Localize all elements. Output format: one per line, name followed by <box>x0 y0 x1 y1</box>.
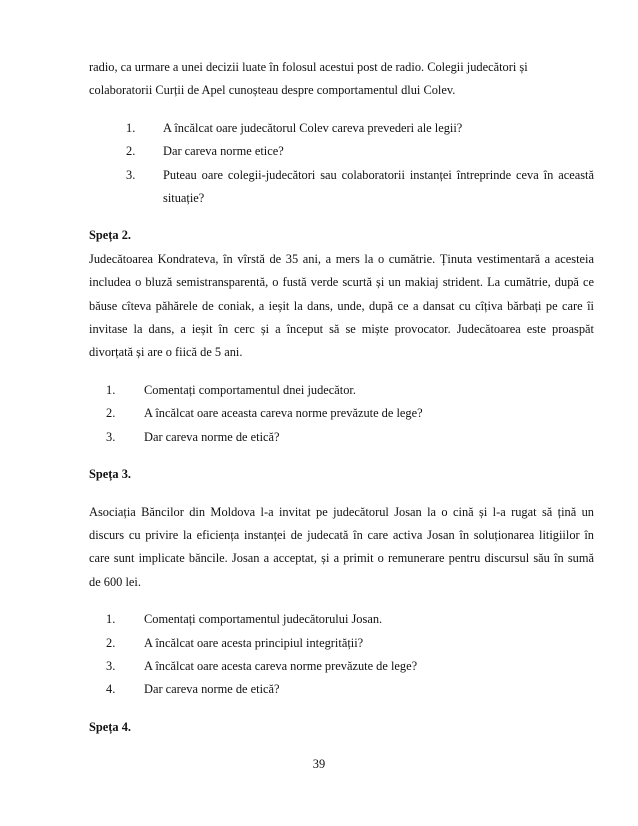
paragraph-line: divorțată și are o fiică de 5 ani. <box>89 345 243 360</box>
list-number: 2. <box>126 144 136 159</box>
list-item <box>126 164 594 211</box>
list-number: 2. <box>106 635 116 650</box>
list-item <box>106 655 594 678</box>
intro-line: radio, ca urmare a unei decizii luate în folosul acestui post de radio. Colegii judecători și <box>89 60 528 74</box>
list-text: situație? <box>163 191 205 206</box>
paragraph-line: invitase la dans, a ieșit în cerc și a început să se miște provocator. Judecătoarea este proaspăt <box>89 322 594 337</box>
speta-3-paragraph <box>89 501 594 595</box>
list-item <box>126 117 594 140</box>
list-number: 3. <box>126 167 136 182</box>
question-list-1 <box>126 117 594 211</box>
list-text: Dar careva norme de etică? <box>144 429 280 444</box>
paragraph-line: de 600 lei. <box>89 574 141 589</box>
list-text: A încălcat oare acesta careva norme prevăzute de lege? <box>144 658 418 673</box>
paragraph-line: Judecătoarea Kondrateva, în vîrstă de 35 ani, a mers la o cumătrie. Ținuta vestimentară a acesteia <box>89 251 594 266</box>
list-text: Comentați comportamentul judecătorului Josan. <box>144 612 383 627</box>
section-heading-speta-2: Speța 2. <box>89 228 131 243</box>
list-item <box>106 678 594 701</box>
page-number: 39 <box>312 757 326 771</box>
paragraph-line: care sunt implicate băncile. Josan a acceptat, și a primit o remunerare pentru discursul său în sumă <box>89 551 594 566</box>
list-item <box>106 402 594 425</box>
question-list-2 <box>106 379 594 449</box>
paragraph-line: băuse cîteva păhărele de coniak, a ieșit la dans, unde, după ce a dansat cu cîțiva bărbați pe care îi <box>89 298 594 313</box>
list-text: A încălcat oare aceasta careva norme prevăzute de lege? <box>144 406 423 421</box>
list-item <box>126 140 594 163</box>
list-text: Comentați comportamentul dnei judecător. <box>144 382 356 397</box>
list-number: 4. <box>106 682 116 697</box>
list-number: 1. <box>106 382 116 397</box>
list-item <box>106 426 594 449</box>
list-text: A încălcat oare judecătorul Colev careva prevederi ale legii? <box>163 120 463 135</box>
section-heading-speta-3: Speța 3. <box>89 467 131 482</box>
list-text: Dar careva norme de etică? <box>144 682 280 697</box>
list-text: A încălcat oare acesta principiul integrității? <box>144 635 364 650</box>
list-item <box>106 632 594 655</box>
paragraph-line: includea o bluză semistransparentă, o fustă verde scurtă și un makiaj strident. La cumătrie, după ce <box>89 275 594 290</box>
list-number: 1. <box>106 612 116 627</box>
intro-line: colaboratorii Curții de Apel cunoșteau despre comportamentul dlui Colev. <box>89 83 456 98</box>
question-list-3 <box>106 608 594 702</box>
list-text: Dar careva norme etice? <box>163 144 284 159</box>
paragraph-line: discurs cu privire la eficiența instanței de judecată în care activa Josan în soluționarea litigiilor în <box>89 527 594 542</box>
list-number: 3. <box>106 429 116 444</box>
list-number: 1. <box>126 120 136 135</box>
list-item <box>106 608 594 631</box>
list-number: 2. <box>106 406 116 421</box>
section-heading-speta-4: Speța 4. <box>89 719 131 734</box>
paragraph-line: Asociația Băncilor din Moldova l-a invitat pe judecătorul Josan la o cină și l-a rugat să țină un <box>89 504 594 519</box>
list-text: Puteau oare colegii-judecători sau colaboratorii instanței întreprinde ceva în această <box>163 167 594 182</box>
speta-2-paragraph <box>89 248 594 365</box>
list-item <box>106 379 594 402</box>
document-page <box>89 56 594 739</box>
list-number: 3. <box>106 658 116 673</box>
intro-paragraph <box>89 56 594 103</box>
